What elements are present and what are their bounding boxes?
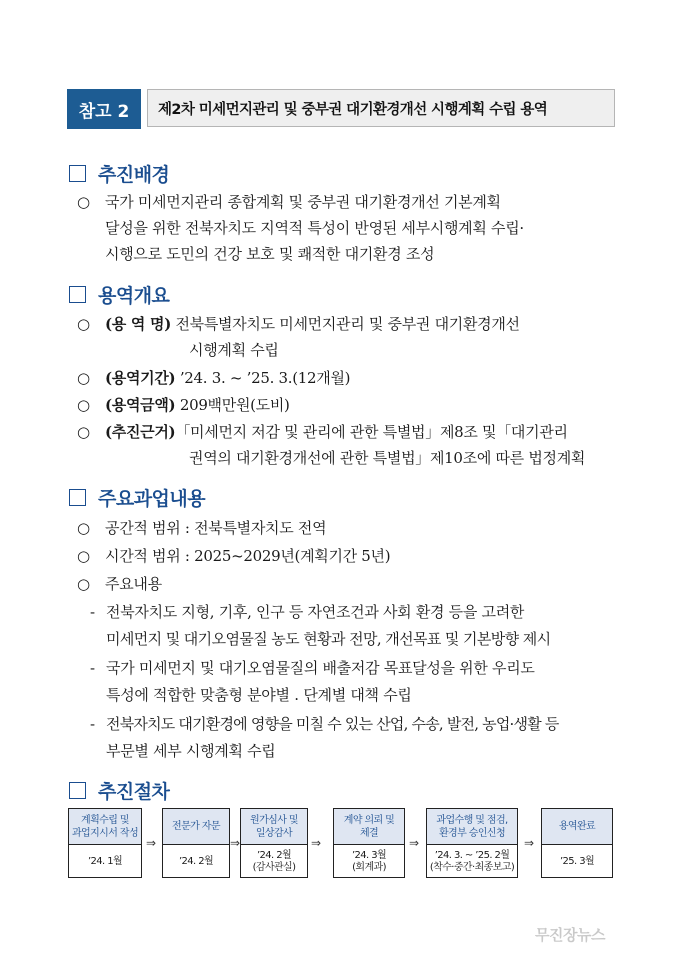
overview-amount: ○ (용역금액) 209백만원(도비) [77,396,290,414]
checkbox-square-icon [69,165,86,182]
circle-bullet-icon: ○ [77,423,90,441]
double-arrow-icon: ⇒ [311,836,322,850]
procedure-step [68,808,142,878]
background-line-2: 달성을 위한 전북자치도 지역적 특성이 반영된 세부시행계획 수립· [105,219,524,237]
procedure-step [426,808,518,878]
reference-label: 참고 2 [67,89,141,129]
procedure-step [333,808,405,878]
dash-bullet: - [90,659,95,677]
procedure-step-date: ’24. 2월 [178,856,214,867]
circle-bullet-icon: ○ [77,575,90,593]
task-detail-2: - 국가 미세먼지 및 대기오염물질의 배출저감 목표달성을 위한 우리도 [90,659,535,677]
document-title: 제2차 미세먼지관리 및 중부권 대기환경개선 시행계획 수립 용역 [147,89,615,127]
checkbox-square-icon [69,286,86,303]
procedure-step-title: 계획수립 및 과업지시서 작성 [69,809,141,845]
section-heading-background: 추진배경 [69,160,169,187]
double-arrow-icon: ⇒ [524,836,535,850]
double-arrow-icon: ⇒ [146,836,157,850]
procedure-step [162,808,230,878]
task-detail-3-cont: 부문별 세부 시행계획 수립 [106,742,276,760]
section-heading-procedure: 추진절차 [69,777,169,804]
watermark-logo: 무진장뉴스 [535,926,605,944]
overview-name-cont: 시행계획 수립 [189,341,279,359]
procedure-step-title: 용역완료 [542,809,612,845]
overview-basis-cont: 권역의 대기환경개선에 관한 특별법」제10조에 따른 법정계획 [189,449,586,467]
procedure-step [240,808,308,878]
dash-bullet: - [90,715,95,733]
circle-bullet-icon: ○ [77,369,90,387]
procedure-step-title: 계약 의뢰 및 체결 [334,809,404,845]
procedure-step-date: ’24. 2월 (감사관실) [252,850,296,873]
checkbox-square-icon [69,489,86,506]
circle-bullet-icon: ○ [77,315,90,333]
circle-bullet-icon: ○ [77,547,90,565]
procedure-flowchart [68,808,613,880]
circle-bullet-icon: ○ [77,519,90,537]
procedure-step-title: 원가심사 및 일상감사 [241,809,307,845]
task-spatial-scope: ○ 공간적 범위 : 전북특별자치도 전역 [77,519,327,537]
background-line-3: 시행으로 도민의 건강 보호 및 쾌적한 대기환경 조성 [105,245,435,263]
procedure-step-date: ’25. 3월 [559,856,595,867]
task-main-content: ○ 주요내용 [77,575,162,593]
double-arrow-icon: ⇒ [230,836,241,850]
task-detail-1: - 전북자치도 지형, 기후, 인구 등 자연조건과 사회 환경 등을 고려한 [90,603,525,621]
task-detail-3: - 전북자치도 대기환경에 영향을 미칠 수 있는 산업, 수송, 발전, 농업·생활 등 [90,715,559,733]
dash-bullet: - [90,603,95,621]
task-time-scope: ○ 시간적 범위 : 2025~2029년(계획기간 5년) [77,547,391,565]
circle-bullet-icon: ○ [77,193,90,211]
section-heading-tasks: 주요과업내용 [69,484,205,511]
procedure-step-title: 과업수행 및 점검, 환경부 승인신청 [427,809,517,845]
checkbox-square-icon [69,782,86,799]
reference-header [67,89,615,129]
overview-period: ○ (용역기간) ’24. 3. ~ ’25. 3.(12개월) [77,369,351,387]
procedure-step-date: ’24. 3. ~ ’25. 2월 (착수·중간·최종보고) [429,850,515,873]
procedure-step-title: 전문가 자문 [163,809,229,845]
double-arrow-icon: ⇒ [409,836,420,850]
background-line-1: ○ 국가 미세먼지관리 종합계획 및 중부권 대기환경개선 기본계획 [77,193,501,211]
overview-name: ○ (용 역 명) 전북특별자치도 미세먼지관리 및 중부권 대기환경개선 [77,315,520,333]
task-detail-2-cont: 특성에 적합한 맞춤형 분야별 ․ 단계별 대책 수립 [106,686,412,704]
procedure-step [541,808,613,878]
procedure-step-date: ’24. 3월 (회계과) [351,850,387,873]
circle-bullet-icon: ○ [77,396,90,414]
overview-basis: ○ (추진근거)「미세먼지 저감 및 관리에 관한 특별법」제8조 및「대기관리 [77,423,568,441]
section-heading-overview: 용역개요 [69,281,169,308]
task-detail-1-cont: 미세먼지 및 대기오염물질 농도 현황과 전망, 개선목표 및 기본방향 제시 [106,630,551,648]
procedure-step-date: ’24. 1월 [87,856,123,867]
